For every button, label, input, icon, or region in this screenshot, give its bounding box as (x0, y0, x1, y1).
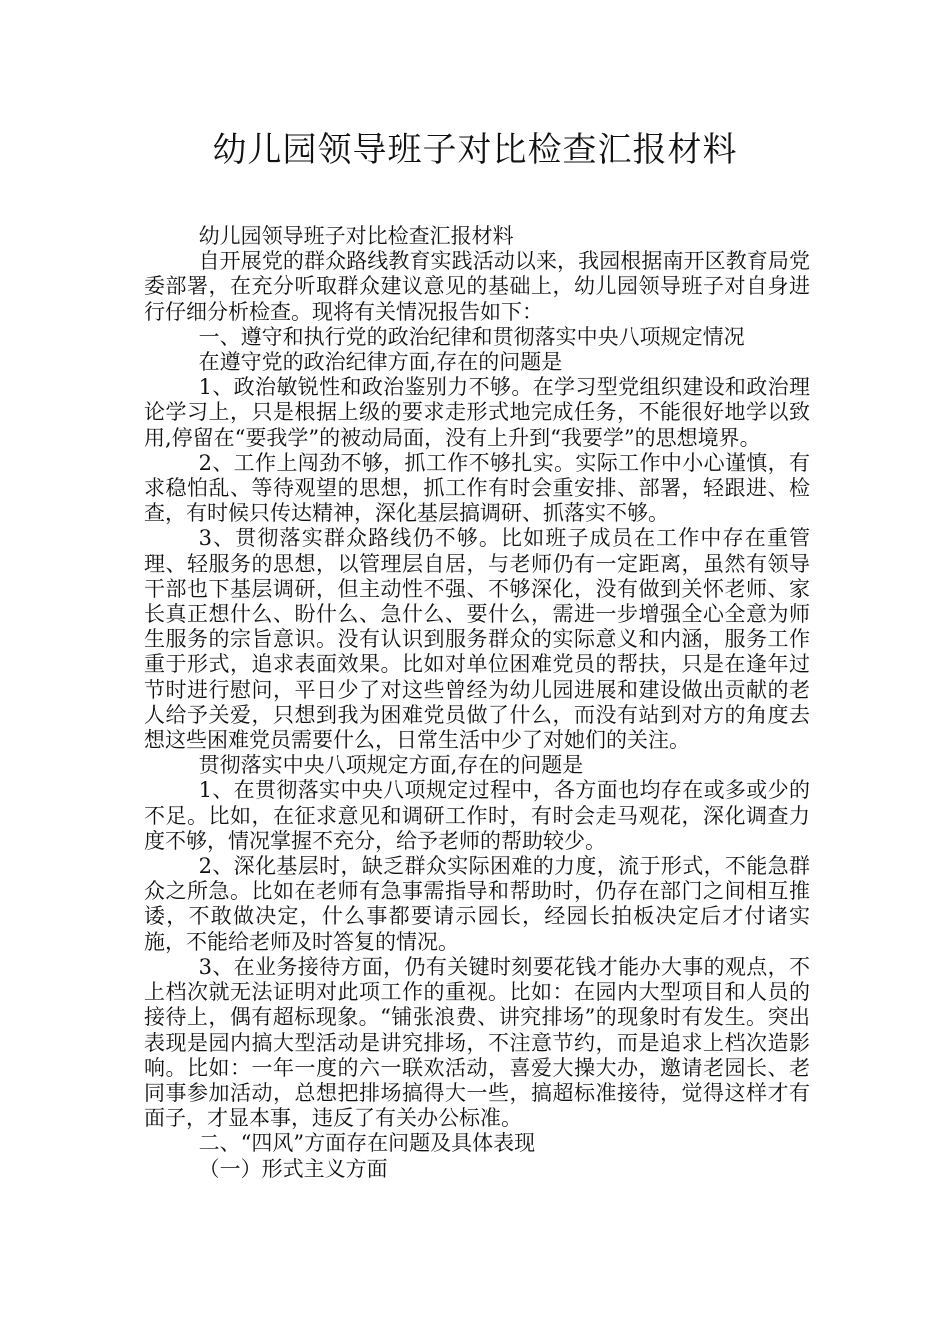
paragraph-rule-2: 2、深化基层时，缺乏群众实际困难的力度，流于形式，不能急群众之所急。比如在老师有急事需指导和帮助时，仍存在部门之间相互推诿，不敢做决定，什么事都要请示园长，经园长拍板决定后才付诸实施，不能给老师及时答复的情况。 (144, 854, 810, 954)
subsection-formalism: （一）形式主义方面 (198, 1156, 388, 1181)
paragraph-rule-1: 1、在贯彻落实中央八项规定过程中，各方面也均存在或多或少的不足。比如，在征求意见和调研工作时，有时会走马观花，深化调查力度不够，情况掌握不充分，给予老师的帮助较少。 (144, 778, 810, 853)
section-heading-1: 一、遵守和执行党的政治纪律和贯彻落实中央八项规定情况 (198, 324, 745, 349)
paragraph-intro: 自开展党的群众路线教育实践活动以来，我园根据南开区教育局党委部署，在充分听取群众建议意见的基础上，幼儿园领导班子对自身进行仔细分析检查。现将有关情况报告如下： (144, 249, 810, 324)
paragraph-point-2: 2、工作上闯劲不够，抓工作不够扎实。实际工作中小心谨慎，有求稳怕乱、等待观望的思想，抓工作有时会重安排、部署，轻跟进、检查，有时候只传达精神，深化基层搞调研、抓落实不够。 (144, 450, 810, 526)
paragraph-rule-3: 3、在业务接待方面，仍有关键时刻要花钱才能办大事的观点，不上档次就无法证明对此项工作的重视。比如：在园内大型项目和人员的接待上，偶有超标现象。“铺张浪费、讲究排场”的现象时有发生。突出表现是园内搞大型活动是讲究排场，不注意节约，而是追求上档次造影响。比如：一年一度的六一联欢活动，喜爱大操大办，邀请老园长、老同事参加活动，总想把排场搞得大一些，搞超标准接待，觉得这样才有面子，才显本事，违反了有关办公标准。 (144, 954, 810, 1131)
section-heading-2: 二、“四风”方面存在问题及具体表现 (198, 1131, 536, 1156)
document-body (144, 224, 810, 1182)
subsection-eight-rules: 贯彻落实中央八项规定方面,存在的问题是 (198, 753, 584, 778)
document-title: 幼儿园领导班子对比检查汇报材料 (212, 130, 738, 170)
paragraph-subtitle: 幼儿园领导班子对比检查汇报材料 (198, 224, 514, 248)
paragraph-point-1: 1、政治敏锐性和政治鉴别力不够。在学习型党组织建设和政治理论学习上，只是根据上级的要求走形式地完成任务，不能很好地学以致用,停留在“要我学”的被动局面，没有上升到“我要学”的思想境界。 (144, 375, 810, 450)
paragraph-point-3: 3、贯彻落实群众路线仍不够。比如班子成员在工作中存在重管理、轻服务的思想，以管理层自居，与老师仍有一定距离，虽然有领导干部也下基层调研，但主动性不强、不够深化，没有做到关怀老师、家长真正想什么、盼什么、急什么、要什么，需进一步增强全心全意为师生服务的宗旨意识。没有认识到服务群众的实际意义和内涵，服务工作重于形式，追求表面效果。比如对单位困难党员的帮扶，只是在逢年过节时进行慰问，平日少了对这些曾经为幼儿园进展和建设做出贡献的老人给予关爱，只想到我为困难党员做了什么，而没有站到对方的角度去想这些困难党员需要什么，日常生活中少了对她们的关注。 (144, 526, 810, 753)
subsection-discipline: 在遵守党的政治纪律方面,存在的问题是 (198, 350, 563, 375)
